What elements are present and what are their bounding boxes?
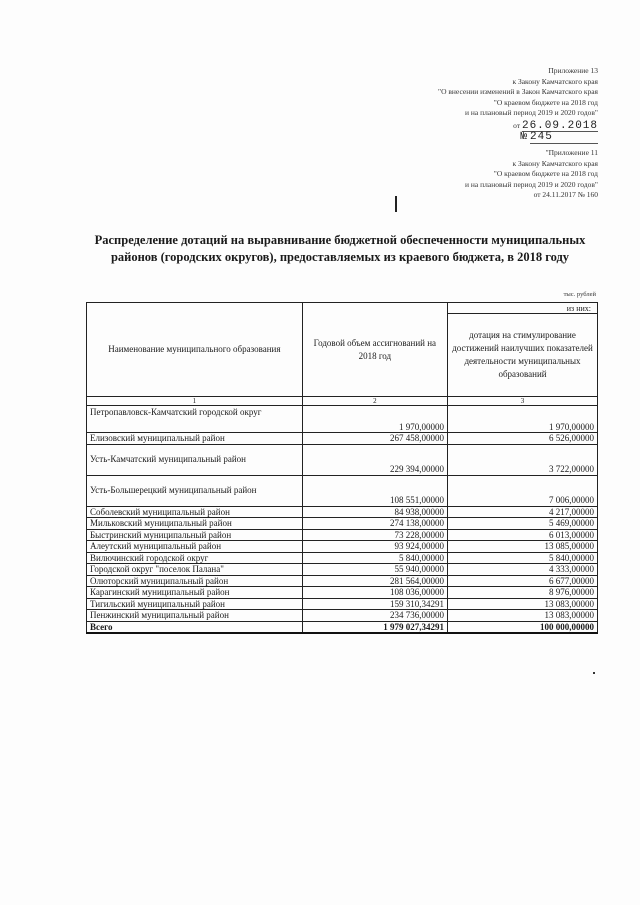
units-label: тыс. рублей [563,291,596,298]
incentive-value: 1 970,00000 [448,406,598,433]
header-line: и на плановый период 2019 и 2020 годов" [465,179,598,189]
incentive-value: 7 006,00000 [448,475,598,506]
volume-value: 234 736,00000 [302,610,447,622]
volume-value: 93 924,00000 [302,541,447,553]
incentive-value: 6 013,00000 [448,529,598,541]
column-header-volume: Годовой объем ассигнований на 2018 год [302,303,447,397]
incentive-value: 5 840,00000 [448,552,598,564]
table-row [87,506,598,518]
column-header-incentive: дотация на стимулирование достижений наилучших показателей деятельности муниципальных образований [448,314,598,397]
header-line: и на плановый период 2019 и 2020 годов" [465,108,598,117]
incentive-value: 13 083,00000 [448,610,598,622]
table-row [87,518,598,530]
municipality-name: Вилючинский городской округ [87,552,303,564]
header-number-line [438,132,598,144]
table-row [87,552,598,564]
header-row [87,303,598,314]
volume-value: 1 970,00000 [302,406,447,433]
volume-value: 108 551,00000 [302,475,447,506]
volume-value: 5 840,00000 [302,552,447,564]
date-prefix: от [513,120,521,130]
header-line: "О краевом бюджете на 2018 год [493,169,598,178]
municipality-name: Соболевский муниципальный район [87,506,303,518]
table-row [87,575,598,587]
table-row [87,541,598,553]
table-row [87,587,598,599]
incentive-value: 6 677,00000 [448,575,598,587]
incentive-value: 13 083,00000 [448,598,598,610]
table-row [87,406,598,433]
subsidy-table [86,302,598,634]
table-row [87,564,598,576]
municipality-name: Быстринский муниципальный район [87,529,303,541]
column-number: 1 [87,397,303,406]
total-label: Всего [87,621,303,633]
column-number: 2 [302,397,447,406]
volume-value: 159 310,34291 [302,598,447,610]
incentive-value: 8 976,00000 [448,587,598,599]
volume-value: 281 564,00000 [302,575,447,587]
municipality-name: Пенжинский муниципальный район [87,610,303,622]
incentive-value: 3 722,00000 [448,444,598,475]
table-row [87,529,598,541]
header-line: "О краевом бюджете на 2018 год [493,97,598,107]
scan-dot [593,672,595,674]
volume-value: 73 228,00000 [302,529,447,541]
total-volume: 1 979 027,34291 [302,621,447,633]
column-number-row [87,397,598,406]
table-row [87,610,598,622]
incentive-value: 6 526,00000 [448,433,598,445]
header-line: "Приложение 11 [545,148,598,157]
volume-value: 274 138,00000 [302,518,447,530]
municipality-name: Усть-Большерецкий муниципальный район [87,475,303,506]
volume-value: 267 458,00000 [302,433,447,445]
header-date-line [438,121,598,133]
volume-value: 229 394,00000 [302,444,447,475]
header-line: "О внесении изменений в Закон Камчатского края [438,87,598,96]
incentive-value: 4 333,00000 [448,564,598,576]
handwritten-date: 26.09.2018 [521,119,598,132]
municipality-name: Алеутский муниципальный район [87,541,303,553]
incentive-value: 4 217,00000 [448,506,598,518]
table-row [87,598,598,610]
municipality-name: Олюторский муниципальный район [87,575,303,587]
pen-mark [395,196,397,212]
amendment-header [438,66,598,144]
volume-value: 55 940,00000 [302,564,447,576]
municipality-name: Тигильский муниципальный район [87,598,303,610]
document-title: Распределение дотаций на выравнивание бюджетной обеспеченности муниципальных районов (городских округов), предоставляемых из краевого бюджета, в 2018 году [94,233,586,264]
total-incentive: 100 000,00000 [448,621,598,633]
volume-value: 84 938,00000 [302,506,447,518]
table-row [87,433,598,445]
volume-value: 108 036,00000 [302,587,447,599]
original-appendix-header [465,148,598,201]
incentive-value: 13 085,00000 [448,541,598,553]
table-row [87,444,598,475]
municipality-name: Городской округ "поселок Палана" [87,564,303,576]
column-number: 3 [448,397,598,406]
municipality-name: Усть-Камчатский муниципальный район [87,444,303,475]
municipality-name: Карагинский муниципальный район [87,587,303,599]
total-row [87,621,598,633]
municipality-name: Петропавловск-Камчатский городской округ [87,406,303,433]
table-row [87,475,598,506]
handwritten-number: 245 [530,132,598,144]
header-line: к Закону Камчатского края [512,76,598,86]
header-line: Приложение 13 [548,66,598,75]
column-header-name: Наименование муниципального образования [87,303,303,397]
municipality-name: Мильковский муниципальный район [87,518,303,530]
municipality-name: Елизовский муниципальный район [87,433,303,445]
among-them-header: из них: [448,303,598,314]
header-line: от 24.11.2017 № 160 [533,190,598,199]
incentive-value: 5 469,00000 [448,518,598,530]
header-line: к Закону Камчатского края [512,158,598,168]
number-prefix: № [520,131,529,143]
